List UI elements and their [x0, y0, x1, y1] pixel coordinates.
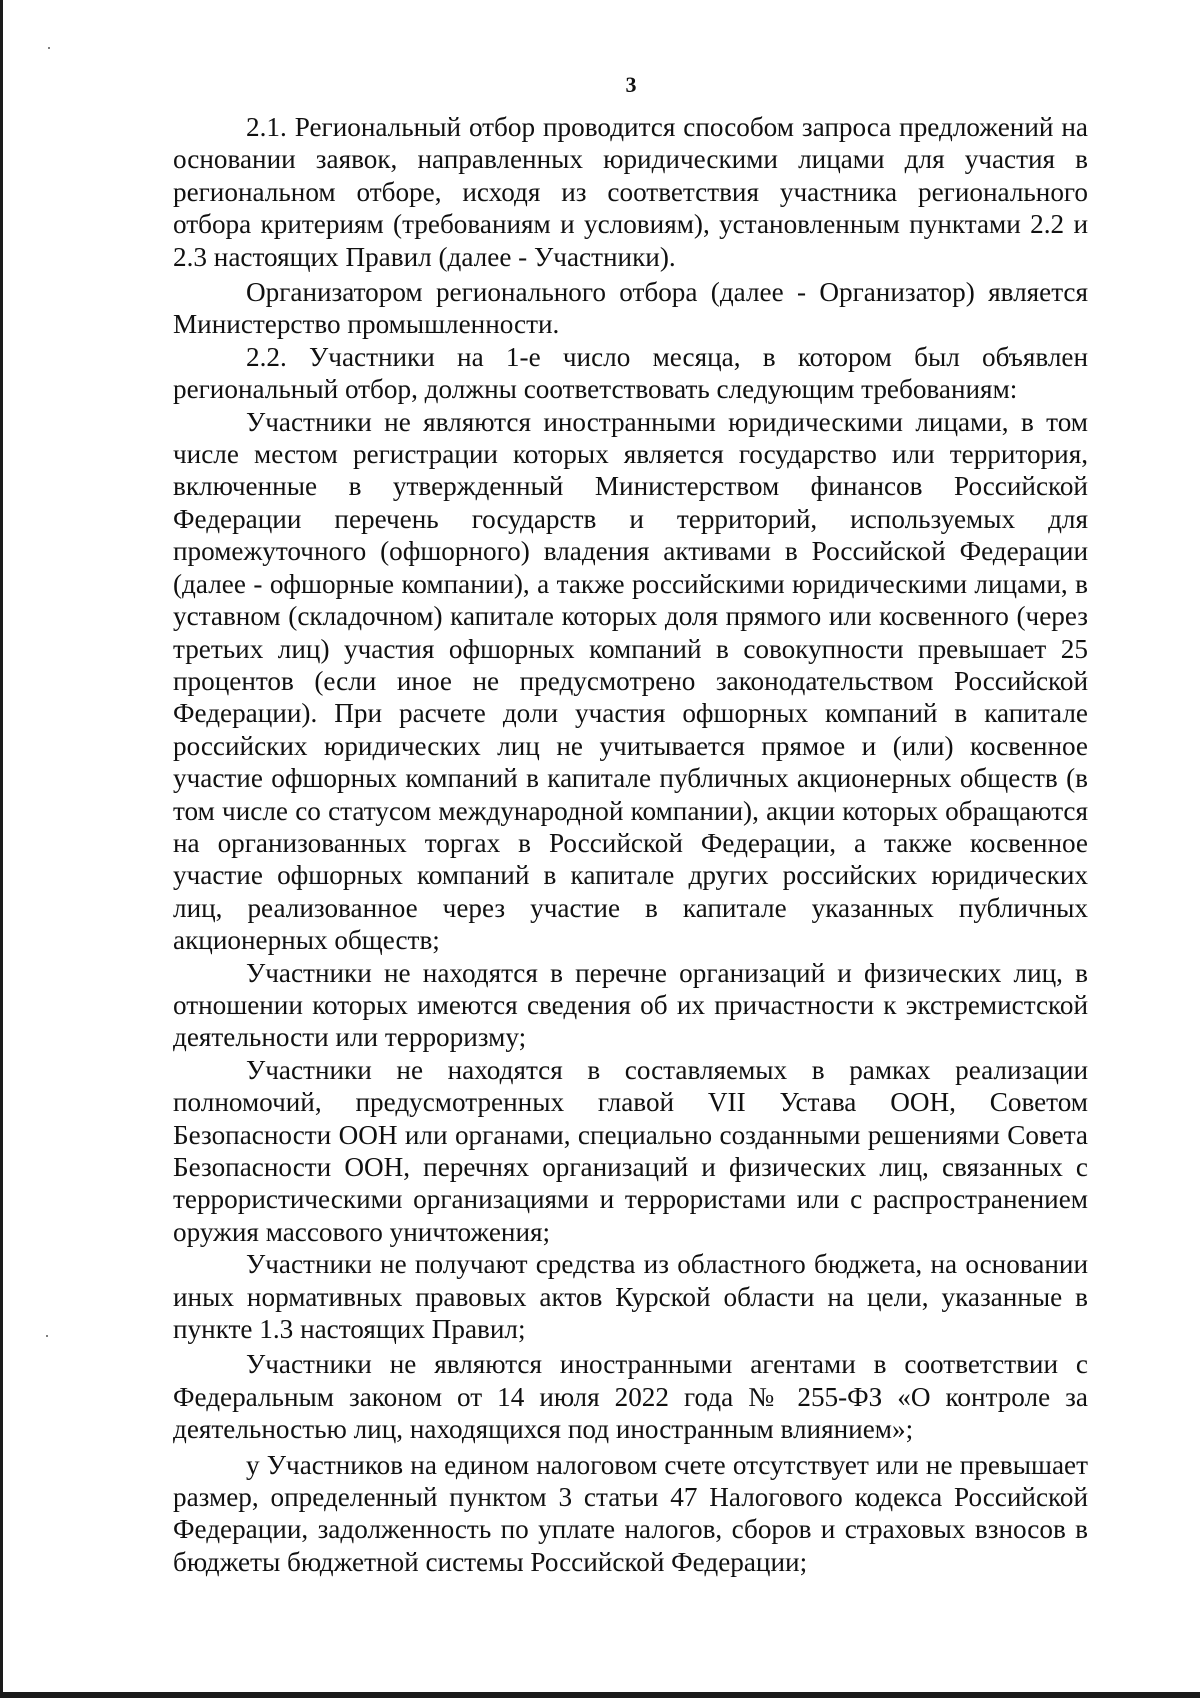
paragraph-extremism-requirement: Участники не находятся в перечне организаций и физических лиц, в отношении которых имеются сведения об их причастности к экстремистской деятельности или терроризму;: [173, 957, 1088, 1053]
scan-speck: [46, 1335, 48, 1337]
paragraph-organizer: Организатором регионального отбора (далее - Организатор) является Министерство промышленности.: [173, 277, 1088, 340]
scan-border-left: [0, 0, 3, 1698]
document-body: [173, 111, 1088, 1578]
paragraph-foreign-agent-requirement: Участники не являются иностранными агентами в соответствии с Федеральным законом от 14 июля 2022 года № 255-ФЗ «О контроле за деятельностью лиц, находящихся под иностранным влиянием»;: [173, 1349, 1088, 1445]
paragraph-budget-requirement: Участники не получают средства из областного бюджета, на основании иных нормативных правовых актов Курской области на цели, указанные в пункте 1.3 настоящих Правил;: [173, 1249, 1088, 1345]
paragraph-2-1: 2.1. Региональный отбор проводится способом запроса предложений на основании заявок, направленных юридическими лицами для участия в региональном отборе, исходя из соответствия участника регионального отбора критериям (требованиям и условиям), установленным пунктами 2.2 и 2.3 настоящих Правил (далее - Участники).: [173, 112, 1088, 272]
paragraph-un-list-requirement: Участники не находятся в составляемых в рамках реализации полномочий, предусмотренных главой VII Устава ООН, Советом Безопасности ООН или органами, специально созданными решениями Совета Безопасности ООН, перечнях организаций и физических лиц, связанных с террористическими организациями и террористами или с распространением оружия массового уничтожения;: [173, 1054, 1088, 1247]
paragraph-2-2: 2.2. Участники на 1-е число месяца, в котором был объявлен региональный отбор, должны соответствовать следующим требованиям:: [173, 341, 1088, 405]
scan-border-bottom: [0, 1692, 1200, 1698]
page-number: 3: [625, 72, 637, 97]
paragraph-tax-debt-requirement: у Участников на едином налоговом счете отсутствует или не превышает размер, определенный пунктом 3 статьи 47 Налогового кодекса Российской Федерации, задолженность по уплате налогов, сборов и страховых взносов в бюджеты бюджетной системы Российской Федерации;: [173, 1449, 1088, 1577]
scan-speck: [48, 47, 50, 49]
paragraph-offshore-requirement: Участники не являются иностранными юридическими лицами, в том числе местом регистрации которых является государство или территория, включенные в утвержденный Министерством финансов Российской Федерации перечень государств и территорий, используемых для промежуточного (офшорного) владения активами в Российской Федерации (далее - офшорные компании), а также российскими юридическими лицами, в уставном (складочном) капитале которых доля прямого или косвенного (через третьих лиц) участия офшорных компаний в совокупности превышает 25 процентов (если иное не предусмотрено законодательством Российской Федерации). При расчете доли участия офшорных компаний в капитале российских юридических лиц не учитывается прямое и (или) косвенное участие офшорных компаний в капитале публичных акционерных обществ (в том числе со статусом международной компании), акции которых обращаются на организованных торгах в Российской Федерации, а также косвенное участие офшорных компаний в капитале других российских юридических лиц, реализованное через участие в капитале указанных публичных акционерных обществ;: [173, 406, 1088, 956]
